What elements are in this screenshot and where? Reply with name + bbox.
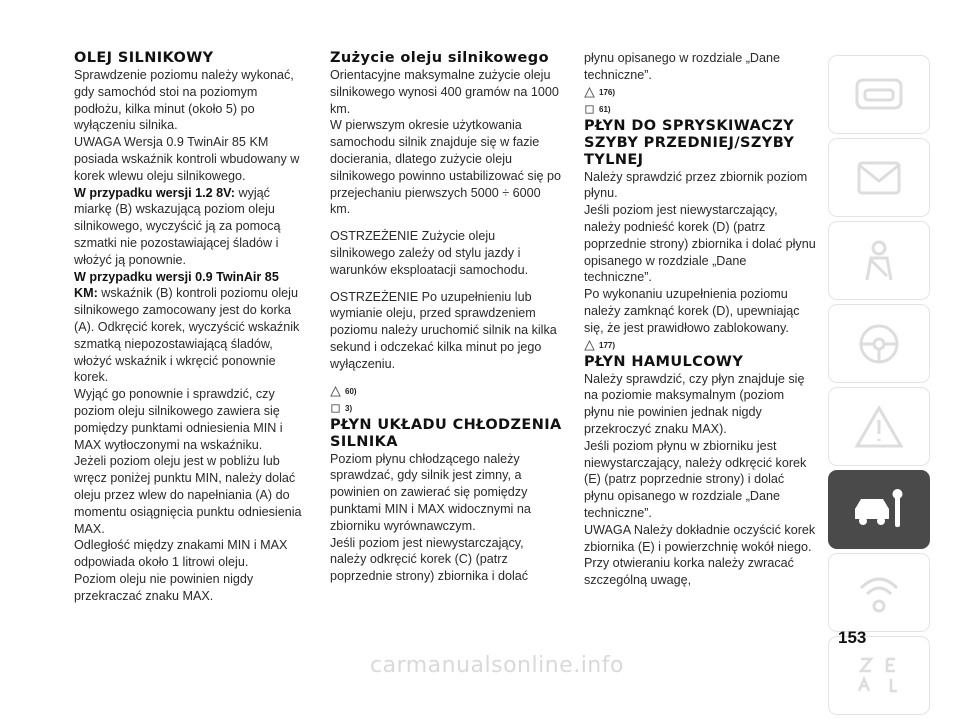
- heading-oil-consumption: Zużycie oleju silnikowego: [330, 50, 549, 66]
- paragraph: OSTRZEŻENIE Zużycie oleju silnikowego zależy od stylu jazdy i warunków eksploatacji samochodu.: [330, 229, 529, 277]
- info-ref-number: 3): [345, 403, 353, 413]
- warning-ref: [584, 337, 816, 354]
- envelope-icon: [851, 153, 907, 203]
- chapter-tab-driving[interactable]: [828, 304, 930, 383]
- paragraph: Wyjąć go ponownie i sprawdzić, czy poziom oleju silnikowego zawiera się pomiędzy punktami odniesienia MIN i MAX wytłoczonymi na wskaźniku.: [74, 387, 283, 452]
- paragraph: Sprawdzenie poziomu należy wykonać, gdy samochód stoi na poziomym podłożu, kilka minut (około 5) po wyłączeniu silnika.: [74, 68, 294, 133]
- paragraph: płynu opisanego w rozdziale „Dane techniczne”.: [584, 51, 781, 82]
- paragraph-text: wyjąć miarkę (B) wskazującą poziom oleju silnikowego, wyczyścić ją za pomocą szmatki nie pozostawiającej śladów i włożyć ją ponownie.: [74, 185, 281, 267]
- car-wrench-icon: [851, 485, 907, 535]
- paragraph-text: wskaźnik (B) kontroli poziomu oleju silnikowego zamocowany jest do korka (A). Odkręcić korek, wyczyścić wskaźnik szmatką niepozostawiającą śladów, włożyć wskaźnik i wkręcić ponownie korek.: [74, 286, 300, 385]
- heading-engine-oil: OLEJ SILNIKOWY: [74, 50, 214, 66]
- info-ref: [330, 400, 562, 417]
- warning-ref-number: 176): [599, 87, 616, 97]
- info-ref: [584, 101, 816, 118]
- chapter-nav: [828, 55, 930, 719]
- heading-brake-fluid: PŁYN HAMULCOWY: [584, 353, 744, 370]
- column-2: [330, 50, 562, 585]
- chapter-tab-multimedia[interactable]: [828, 553, 930, 632]
- seatbelt-person-icon: [851, 236, 907, 286]
- info-ref-number: 61): [599, 104, 611, 114]
- page-number: 153: [838, 628, 867, 647]
- chapter-tab-emergency[interactable]: [828, 387, 930, 466]
- warning-ref-number: 177): [599, 340, 616, 350]
- warning-triangle-icon: [851, 402, 907, 452]
- bold-lead: W przypadku wersji 1.2 8V:: [74, 185, 235, 200]
- warning-ref-number: 60): [345, 386, 357, 396]
- steering-wheel-icon: [851, 319, 907, 369]
- watermark: carmanualsonline.info: [370, 653, 624, 678]
- bold-lead: W przypadku wersji 0.9 TwinAir 85 KM:: [74, 269, 279, 301]
- chapter-tab-messages[interactable]: [828, 138, 930, 217]
- paragraph: W pierwszym okresie użytkowania samochodu silnik znajduje się w fazie docierania, dlatego zużycie oleju silnikowego powinno ustabilizować się po przejechaniu pierwszych 5000 ÷ 6000 km.: [330, 118, 562, 217]
- heading-coolant: PŁYN UKŁADU CHŁODZENIA SILNIKA: [330, 416, 562, 450]
- chapter-tab-maintenance[interactable]: [828, 470, 930, 549]
- warning-triangle-icon: [330, 386, 341, 397]
- paragraph: Poziom płynu chłodzącego należy sprawdzać, gdy silnik jest zimny, a powinien on zawierać się pomiędzy punktami MIN i MAX widocznymi na zbiorniku wyrównawczym.: [330, 451, 531, 533]
- paragraph: Jeśli poziom płynu w zbiorniku jest niewystarczający, należy odkręcić korek (E) (patrz poprzednie strony) i dolać płynu opisanego w rozdziale „Dane techniczne”.: [584, 438, 807, 520]
- paragraph: Jeżeli poziom oleju jest w pobliżu lub wręcz poniżej punktu MIN, należy dolać oleju przez wlew do napełniania (A) do momentu osiągnięcia punktu odniesienia MAX.: [74, 454, 302, 536]
- paragraph: [74, 269, 306, 387]
- warning-triangle-icon: [584, 87, 595, 98]
- paragraph: [74, 185, 306, 269]
- car-dashboard-icon: [851, 70, 907, 120]
- paragraph: Jeśli poziom jest niewystarczający, należy podnieść korek (D) (patrz poprzednie strony) zbiornika i dolać płynu opisanego w rozdziale „Dane techniczne”.: [584, 203, 816, 285]
- paragraph: UWAGA Należy dokładnie oczyścić korek zbiornika (E) i powierzchnię wokół niego. Przy otwieraniu korka należy zwracać szczególną uwagę,: [584, 522, 816, 588]
- paragraph: Odległość między znakami MIN i MAX odpowiada około 1 litrowi oleju.: [74, 538, 288, 570]
- paragraph: OSTRZEŻENIE Po uzupełnieniu lub wymianie oleju, przed sprawdzeniem poziomu należy uruchomić silnik na kilka sekund i odczekać kilka minut po jego wyłączeniu.: [330, 289, 557, 371]
- multimedia-icon: [851, 568, 907, 618]
- paragraph: Należy sprawdzić, czy płyn znajduje się na poziomie maksymalnym (poziom płynu nie powinien jednak nigdy przekroczyć znaku MAX).: [584, 371, 805, 436]
- paragraph: Po wykonaniu uzupełnienia poziomu należy zamknąć korek (D), upewniając się, że jest prawidłowo zablokowany.: [584, 287, 800, 335]
- paragraph: Poziom oleju nie powinien nigdy przekraczać znaku MAX.: [74, 571, 254, 603]
- chapter-tab-dashboard[interactable]: [828, 55, 930, 134]
- heading-washer-fluid: PŁYN DO SPRYSKIWACZY SZYBY PRZEDNIEJ/SZYBY TYLNEJ: [584, 117, 795, 168]
- warning-ref: [330, 383, 562, 400]
- paragraph: Orientacyjne maksymalne zużycie oleju silnikowego wynosi 400 gramów na 1000 km.: [330, 68, 559, 116]
- warning-ref: [584, 84, 816, 101]
- warning-triangle-icon: [584, 340, 595, 351]
- info-icon: [330, 403, 341, 414]
- paragraph: Należy sprawdzić przez zbiornik poziom płynu.: [584, 169, 808, 201]
- paragraph: UWAGA Wersja 0.9 TwinAir 85 KM posiada wskaźnik kontroli wbudowany w korek wlewu oleju silnikowego.: [74, 135, 300, 183]
- paragraph: Jeśli poziom jest niewystarczający, należy odkręcić korek (C) (patrz poprzednie strony) zbiornika i dolać: [330, 535, 529, 584]
- chapter-tab-safety[interactable]: [828, 221, 930, 300]
- column-1: [74, 50, 306, 605]
- info-icon: [584, 104, 595, 115]
- column-3: [584, 50, 816, 589]
- alphabet-index-icon: [851, 651, 907, 701]
